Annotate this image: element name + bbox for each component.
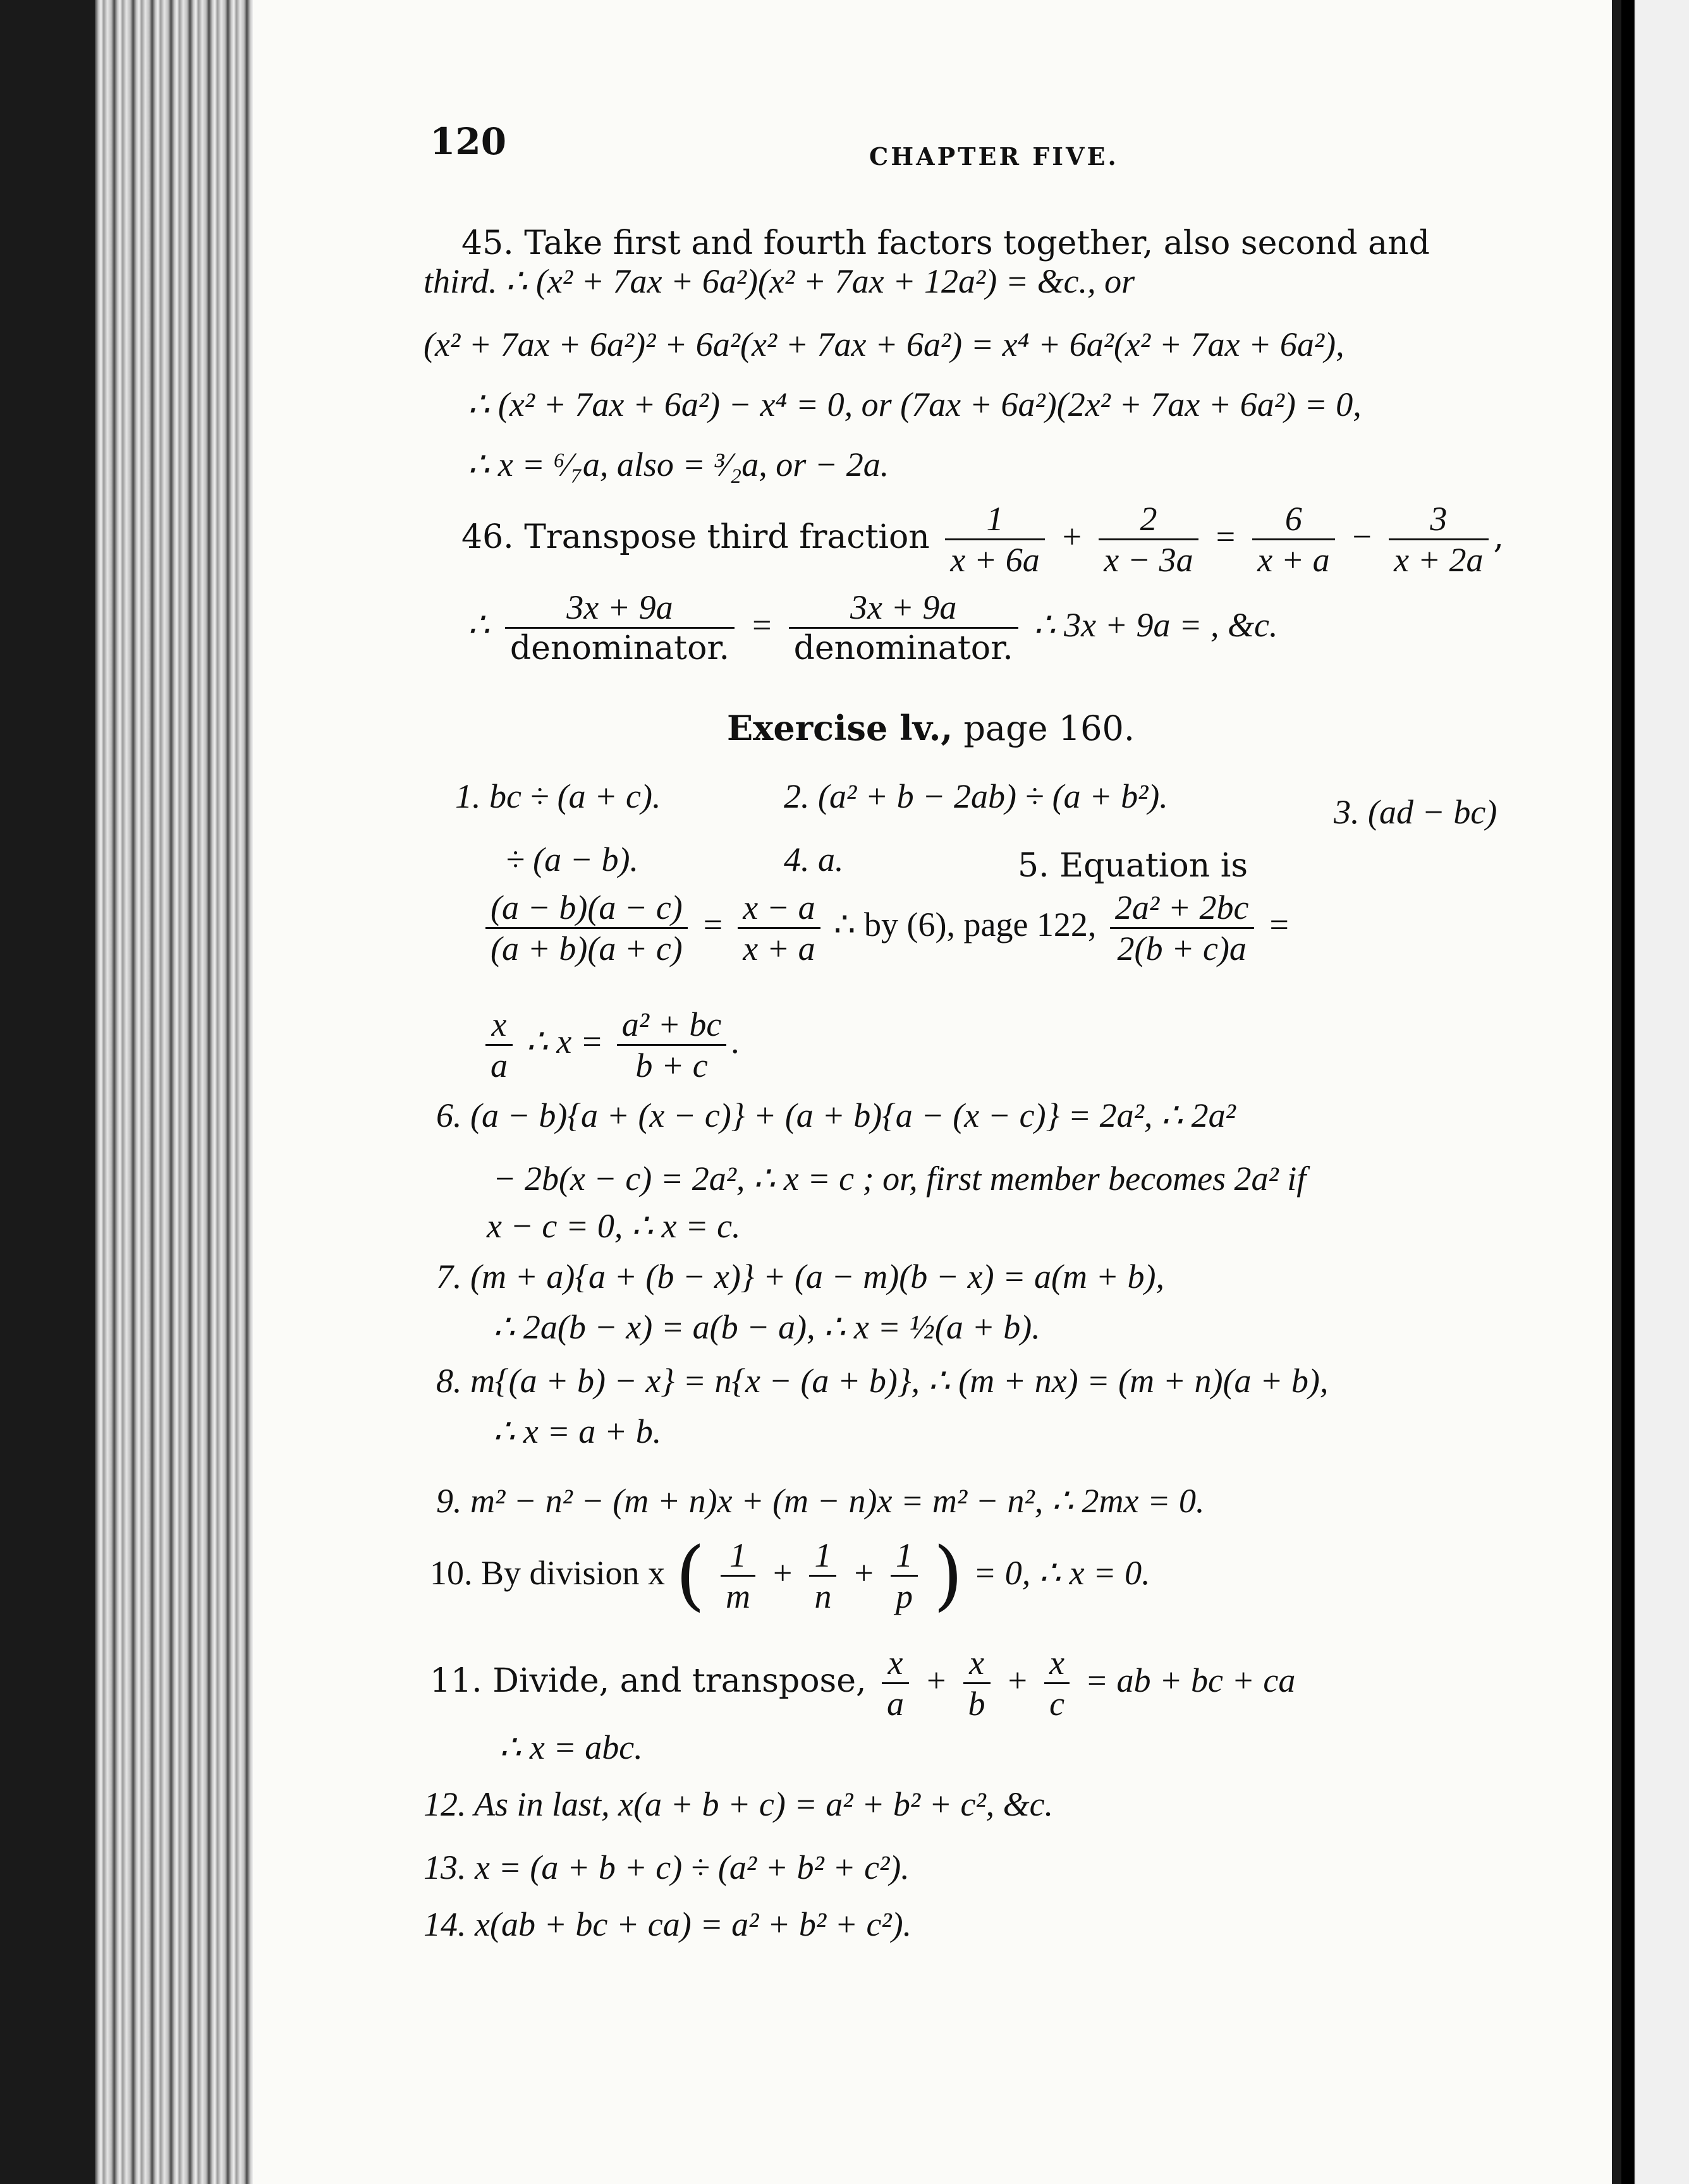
numerator: 1: [721, 1536, 755, 1577]
fraction: [891, 1536, 918, 1616]
answer-12: 12. As in last, x(a + b + c) = a² + b² + c², &c.: [424, 1785, 1054, 1823]
answer-11-line-2: ∴ x = abc.: [499, 1728, 643, 1766]
therefore-statement: ∴ x =: [526, 1022, 604, 1060]
equals-sign: =: [1214, 518, 1237, 555]
solution-45-line-1: 45. Take first and fourth factors together, also second and: [461, 224, 1430, 262]
numerator: 1: [809, 1536, 836, 1577]
denominator: x + 6a: [950, 541, 1040, 579]
answer-11-prefix: 11. Divide, and transpose,: [430, 1662, 867, 1700]
answer-5-reference: ∴ by (6), page 122,: [834, 905, 1097, 943]
answer-10-result: = 0, ∴ x = 0.: [973, 1554, 1150, 1592]
close-paren: ): [933, 1531, 963, 1620]
solution-45-line-4: ∴ (x² + 7ax + 6a²) − x⁴ = 0, or (7ax + 6a²)(2x² + 7ax + 6a²) = 0,: [468, 385, 1362, 423]
denominator: x + 2a: [1394, 541, 1484, 579]
solution-46-line-1: [461, 499, 1504, 579]
answer-4: 4. a.: [784, 840, 844, 878]
numerator: x − a: [738, 888, 820, 929]
denominator: (a + b)(a + c): [491, 930, 683, 968]
numerator: x: [882, 1643, 909, 1684]
numerator: (a − b)(a − c): [485, 888, 688, 929]
numerator: a² + bc: [617, 1005, 727, 1046]
answer-14: 14. x(ab + bc + ca) = a² + b² + c²).: [424, 1905, 912, 1943]
plus-sign: +: [1060, 518, 1083, 555]
solution-46-line-2: [468, 588, 1277, 668]
numerator: x: [963, 1643, 991, 1684]
denominator: n: [814, 1577, 832, 1615]
numerator: 3: [1389, 499, 1488, 540]
answer-8-line-1: 8. m{(a + b) − x} = n{x − (a + b)}, ∴ (m + nx) = (m + n)(a + b),: [436, 1362, 1329, 1400]
plus-sign: +: [851, 1554, 875, 1592]
fraction: [617, 1005, 727, 1085]
denominator: a: [491, 1046, 508, 1084]
answer-3: 3. (ad − bc): [1334, 793, 1497, 831]
fraction: [721, 1536, 755, 1616]
answer-6-line-3: x − c = 0, ∴ x = c.: [487, 1207, 741, 1245]
denominator: b: [968, 1685, 985, 1723]
numerator: 1: [945, 499, 1044, 540]
denominator: denominator.: [509, 629, 730, 667]
answer-1: 1. bc ÷ (a + c).: [455, 777, 661, 815]
fraction: [1110, 888, 1254, 968]
answer-7-line-2: ∴ 2a(b − x) = a(b − a), ∴ x = ½(a + b).: [493, 1308, 1040, 1346]
fraction: [963, 1643, 991, 1723]
numerator: x: [1044, 1643, 1070, 1684]
answer-5: 5. Equation is: [1018, 847, 1248, 885]
therefore-sign: ∴: [468, 606, 490, 644]
answer-7-line-1: 7. (m + a){a + (b − x)} + (a − m)(b − x) = a(m + b),: [436, 1258, 1164, 1295]
solution-45-line-2: third. ∴ (x² + 7ax + 6a²)(x² + 7ax + 12a²) = &c., or: [424, 262, 1135, 300]
solution-46-prefix: 46. Transpose third fraction: [461, 518, 930, 556]
numerator: 3x + 9a: [789, 588, 1018, 629]
fraction: [485, 888, 688, 968]
answer-1-continued: ÷ (a − b).: [506, 840, 639, 878]
exercise-title: Exercise lv.,: [727, 708, 953, 748]
exercise-heading: [727, 708, 1135, 748]
fraction: [738, 888, 820, 968]
fraction: [789, 588, 1018, 668]
solution-45-line-3: (x² + 7ax + 6a²)² + 6a²(x² + 7ax + 6a²) = x⁴ + 6a²(x² + 7ax + 6a²),: [424, 325, 1344, 363]
running-head: CHAPTER FIVE.: [869, 142, 1119, 171]
answer-13: 13. x = (a + b + c) ÷ (a² + b² + c²).: [424, 1848, 910, 1886]
numerator: 2: [1099, 499, 1198, 540]
answer-2: 2. (a² + b − 2ab) ÷ (a + b²).: [784, 777, 1168, 815]
period: .: [731, 1022, 740, 1060]
fraction: [1044, 1643, 1070, 1723]
numerator: x: [485, 1005, 513, 1046]
fraction: [945, 499, 1044, 579]
plus-sign: +: [1006, 1661, 1029, 1699]
fraction: [1389, 499, 1488, 579]
answer-10-prefix: 10. By division x: [430, 1554, 666, 1592]
denominator: x + a: [743, 930, 815, 968]
page-number: 120: [430, 120, 507, 163]
answer-9: 9. m² − n² − (m + n)x + (m − n)x = m² − n², ∴ 2mx = 0.: [436, 1482, 1205, 1520]
denominator: x − 3a: [1104, 541, 1193, 579]
denominator: 2(b + c)a: [1117, 930, 1247, 968]
plus-sign: +: [771, 1554, 794, 1592]
numerator: 2a² + 2bc: [1110, 888, 1254, 929]
comma: ,: [1493, 518, 1504, 556]
fraction: [1099, 499, 1198, 579]
fraction: [1252, 499, 1334, 579]
equals-sign: =: [750, 606, 774, 644]
answer-8-line-2: ∴ x = a + b.: [493, 1412, 662, 1450]
fraction: [809, 1536, 836, 1616]
answer-5-equation-2: [480, 1005, 740, 1085]
answer-6-line-2: − 2b(x − c) = 2a², ∴ x = c ; or, first member becomes 2a² if: [493, 1160, 1307, 1198]
answer-5-equation-1: [480, 888, 1290, 968]
fraction: [505, 588, 735, 668]
fraction: [882, 1643, 909, 1723]
open-paren: (: [675, 1531, 705, 1620]
fraction: [485, 1005, 513, 1085]
equals-sign: =: [1267, 905, 1291, 943]
numerator: 6: [1252, 499, 1334, 540]
equals-sign: =: [701, 905, 724, 943]
answer-11-line-1: [430, 1643, 1295, 1723]
solution-46-tail: ∴ 3x + 9a = , &c.: [1034, 606, 1278, 644]
numerator: 1: [891, 1536, 918, 1577]
plus-sign: +: [924, 1661, 948, 1699]
denominator: m: [725, 1577, 750, 1615]
solution-45-line-5: ∴ x = ⁶⁄₇a, also = ³⁄₂a, or − 2a.: [468, 446, 889, 483]
denominator: a: [887, 1685, 905, 1723]
numerator: 3x + 9a: [505, 588, 735, 629]
answer-11-result: = ab + bc + ca: [1085, 1661, 1296, 1699]
denominator: b + c: [635, 1046, 708, 1084]
denominator: p: [895, 1577, 913, 1615]
minus-sign: −: [1350, 518, 1374, 555]
denominator: c: [1049, 1685, 1065, 1723]
page-edges: [95, 0, 259, 2184]
facing-page-edge: [1621, 0, 1689, 2184]
denominator: denominator.: [793, 629, 1013, 667]
answer-6-line-1: 6. (a − b){a + (x − c)} + (a + b){a − (x − c)} = 2a², ∴ 2a²: [436, 1096, 1236, 1134]
denominator: x + a: [1257, 541, 1330, 579]
answer-10: [430, 1531, 1150, 1620]
exercise-page-ref: page 160.: [953, 708, 1135, 748]
